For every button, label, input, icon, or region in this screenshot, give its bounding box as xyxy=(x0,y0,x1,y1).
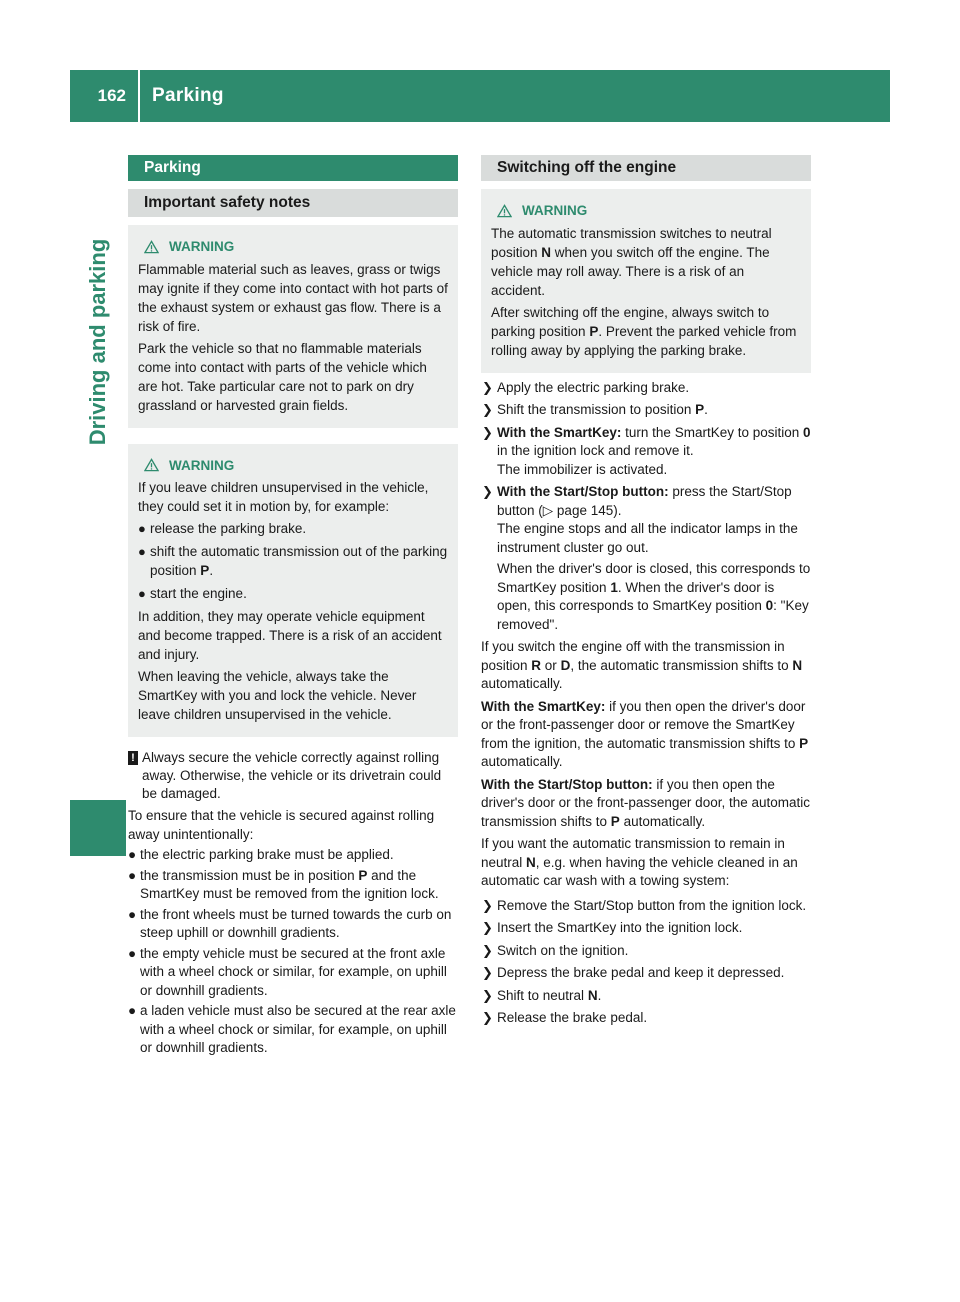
header-divider xyxy=(138,70,140,122)
list-item: ● the front wheels must be turned towards the curb on steep uphill or downhill gradients. xyxy=(128,906,452,940)
bullet-icon: ● xyxy=(128,945,137,961)
bullet-icon: ● xyxy=(128,906,137,922)
warning-text: After switching off the engine, always switch to parking position P. Prevent the parked vehicle from rolling away by applying the parking brake. xyxy=(491,304,797,358)
side-tab-marker xyxy=(70,800,126,856)
warning-text: If you leave children unsupervised in the vehicle, they could set it in motion by, for example: xyxy=(138,480,429,514)
warning-heading xyxy=(138,456,448,476)
step-arrow-icon: ❯ xyxy=(482,424,493,440)
list-item: ● the transmission must be in position P and the SmartKey must be removed from the ignition lock. xyxy=(128,867,439,901)
warning-text: In addition, they may operate vehicle equipment and become trapped. There is a risk of an accident and injury. xyxy=(138,609,442,662)
warning-label: WARNING xyxy=(522,203,588,218)
step-item: ❯ With the SmartKey: turn the SmartKey to position 0 in the ignition lock and remove it. The immobilizer is activated. xyxy=(482,424,811,477)
step-item: ❯ Apply the electric parking brake. xyxy=(481,379,811,398)
caution-note xyxy=(128,749,458,803)
step-arrow-icon: ❯ xyxy=(482,484,493,499)
bullet-icon: ● xyxy=(128,1003,137,1018)
step-item: ❯ Switch on the ignition. xyxy=(481,942,811,961)
side-tab-label: Driving and parking xyxy=(85,238,110,446)
warning-triangle-icon xyxy=(144,458,159,472)
list-item: ● the empty vehicle must be secured at the front axle with a wheel chock or similar, for example, on uphill or downhill gradients. xyxy=(128,945,447,998)
step-arrow-icon: ❯ xyxy=(482,987,493,1003)
left-column xyxy=(128,155,458,1060)
step-item: ❯ Release the brake pedal. xyxy=(481,1009,811,1028)
step-arrow-icon: ❯ xyxy=(482,942,493,958)
warning-label: WARNING xyxy=(169,457,235,473)
section-title: Switching off the engine xyxy=(481,155,811,181)
requirements-list xyxy=(128,846,458,1058)
warning-text: When leaving the vehicle, always take the SmartKey with you and lock the vehicle. Never leave children unsupervised in the vehicle. xyxy=(138,669,417,722)
list-item: ● shift the automatic transmission out of the parking position P. xyxy=(138,544,448,578)
bullet-icon: ● xyxy=(138,544,146,559)
warning-text: Flammable material such as leaves, grass or twigs may ignite if they come into contact with hot parts of the exhaust system or exhaust gas flow. There is a risk of fire. xyxy=(138,261,448,334)
header-title: Parking xyxy=(152,85,224,106)
step-arrow-icon: ❯ xyxy=(482,920,493,935)
warning-text: Park the vehicle so that no flammable materials come into contact with parts of the vehicle which are hot. Take particular care not to park on dry grassland or harvested grain fields. xyxy=(138,340,427,413)
subsection-title: Important safety notes xyxy=(128,189,458,217)
page-ref-link[interactable]: page 145). xyxy=(553,502,622,518)
warning-label: WARNING xyxy=(169,239,235,254)
right-column xyxy=(481,155,811,1032)
warning-heading xyxy=(138,237,448,257)
warning-heading xyxy=(491,201,801,221)
page-header xyxy=(70,70,890,122)
car-wash-steps xyxy=(481,897,811,1028)
warning-box-roll-away xyxy=(481,189,811,373)
section-title: Parking xyxy=(128,155,458,181)
warning-box-children xyxy=(128,444,458,738)
body-paragraph: With the SmartKey: if you then open the driver's door or the front-passenger door or remove the SmartKey from the ignition, the automatic transmission shifts to P automatically. xyxy=(481,698,809,769)
list-item: ● a laden vehicle must also be secured at the rear axle with a wheel chock or similar, for example, on uphill or downhill gradients. xyxy=(128,1003,456,1055)
warning-text: The automatic transmission switches to neutral position N when you switch off the engine. The vehicle may roll away. There is a risk of an accident. xyxy=(491,225,772,298)
body-paragraph: If you switch the engine off with the transmission in position R or D, the automatic transmission shifts to N automatically. xyxy=(481,639,803,691)
bullet-icon: ● xyxy=(128,847,137,862)
switch-off-steps xyxy=(481,379,811,635)
step-item: ❯ With the Start/Stop button: press the Start/Stop button (▷ page 145). The engine stops and all the indicator lamps in the instrument cluster go out. When the driver's door is closed, this corresponds to SmartKey position 1. When the driver's door is open, this corresponds to SmartKey position 0: "Key removed". xyxy=(482,484,811,632)
list-item: ● release the parking brake. xyxy=(138,521,307,536)
step-item: ❯ Shift to neutral N. xyxy=(481,987,811,1006)
page-ref-icon: ▷ xyxy=(542,502,554,518)
step-arrow-icon: ❯ xyxy=(482,897,493,913)
side-tab xyxy=(70,122,126,800)
step-item: ❯ Depress the brake pedal and keep it depressed. xyxy=(481,964,811,983)
intro-text: To ensure that the vehicle is secured against rolling away unintentionally: xyxy=(128,808,435,842)
note-text: Always secure the vehicle correctly against rolling away. Otherwise, the vehicle or its drivetrain could be damaged. xyxy=(142,750,442,801)
bullet-icon: ● xyxy=(138,586,146,601)
step-arrow-icon: ❯ xyxy=(482,1010,493,1025)
bullet-icon: ● xyxy=(138,521,146,536)
page-number: 162 xyxy=(97,86,126,105)
step-arrow-icon: ❯ xyxy=(482,402,493,417)
list-item: ● start the engine. xyxy=(138,586,247,601)
warning-triangle-icon xyxy=(144,240,159,254)
step-item: ❯ Shift the transmission to position P. xyxy=(481,401,811,420)
list-item: ● the electric parking brake must be applied. xyxy=(128,846,458,865)
step-arrow-icon: ❯ xyxy=(482,965,493,980)
body-paragraph: With the Start/Stop button: if you then open the driver's door or the front-passenger door, the automatic transmission shifts to P automatically. xyxy=(481,776,811,829)
body-paragraph: If you want the automatic transmission to remain in neutral N, e.g. when having the vehicle cleaned in an automatic car wash with a towing system: xyxy=(481,836,798,888)
exclamation-icon: ! xyxy=(128,751,138,765)
warning-bullet-list xyxy=(138,519,448,603)
step-arrow-icon: ❯ xyxy=(482,379,493,395)
warning-triangle-icon xyxy=(497,204,512,218)
step-item: ❯ Insert the SmartKey into the ignition lock. xyxy=(481,919,811,938)
bullet-icon: ● xyxy=(128,867,137,883)
step-item: ❯ Remove the Start/Stop button from the ignition lock. xyxy=(481,897,811,916)
warning-box-fire xyxy=(128,225,458,428)
